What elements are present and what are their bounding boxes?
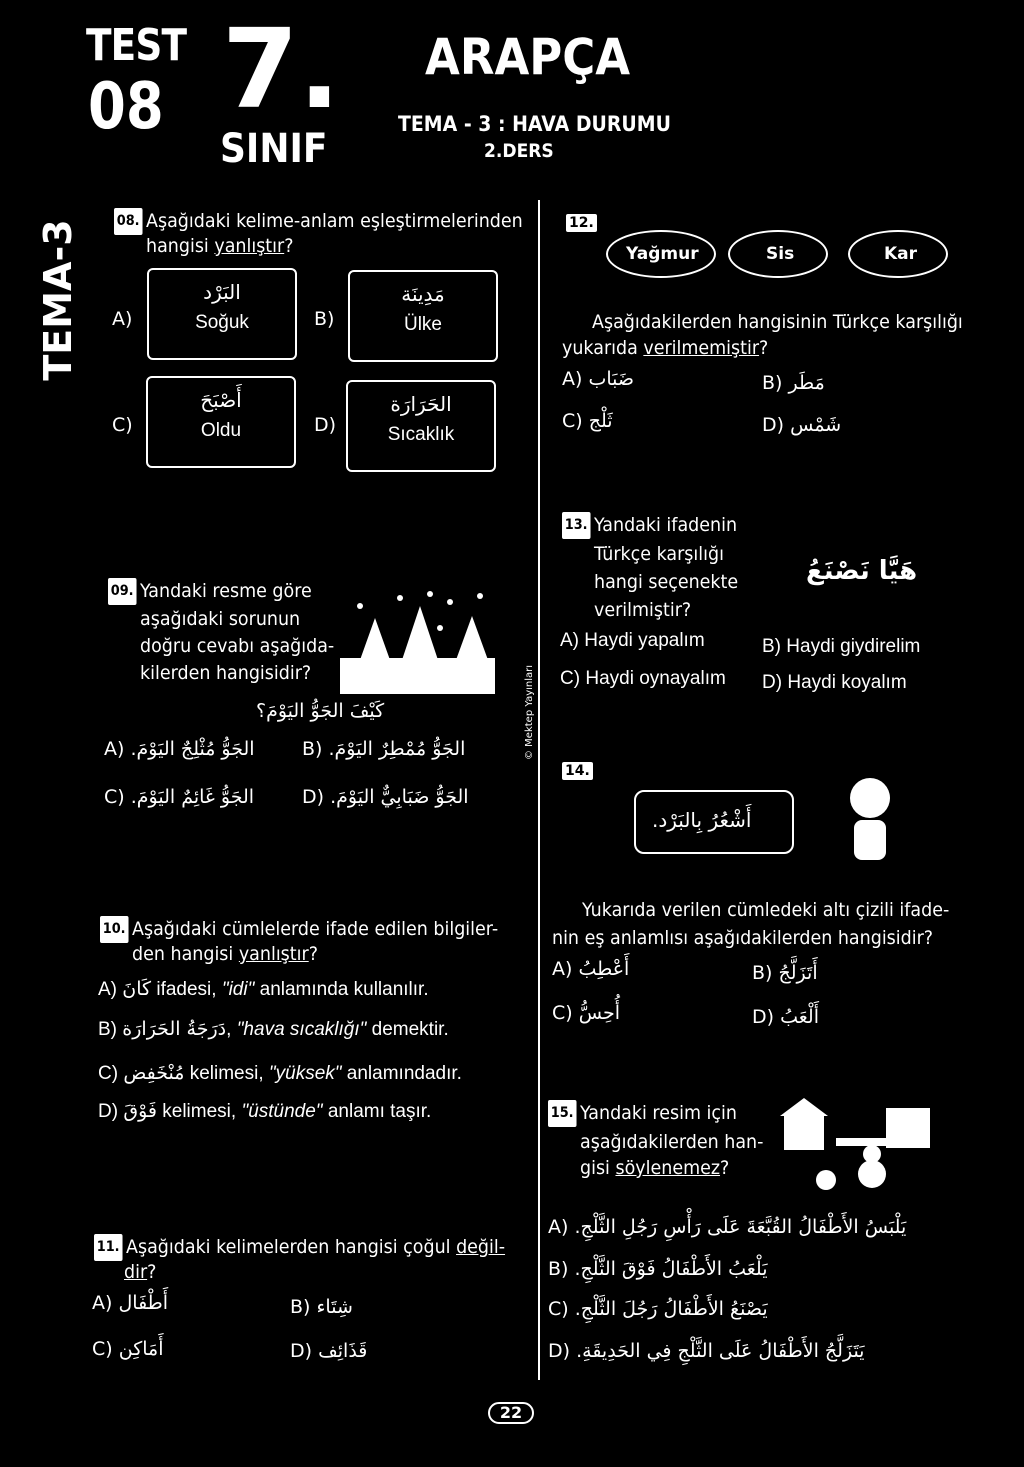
q13-number: 13.	[562, 512, 590, 539]
q14-number: 14.	[562, 762, 593, 780]
q08-option-b-card[interactable]	[348, 270, 498, 362]
test-label: TEST	[86, 20, 187, 71]
side-theme-label: TEMA-3	[36, 219, 80, 381]
snow-scene-icon	[340, 588, 495, 694]
q12-bubble-yagmur-text: Yağmur	[626, 244, 699, 264]
q09-snow-scene-image	[340, 588, 495, 694]
q11-option-a[interactable]: A) أَطْفَال	[92, 1292, 169, 1314]
q12-number-wrap	[566, 214, 601, 233]
lesson-label: 2.DERS	[484, 140, 554, 162]
q15-option-b[interactable]: B) يَلْعَبُ الأَطْفَالُ فَوْقَ الثَّلْجِ.	[548, 1258, 768, 1280]
q12-option-b[interactable]: B) مَطَر	[762, 372, 825, 394]
q08-number: 08.	[114, 208, 142, 235]
q08-option-d-arabic: الحَرَارَة	[390, 392, 452, 416]
q14-person-image	[840, 772, 900, 868]
q09-prompt-line4: kilerden hangisidir?	[140, 662, 312, 684]
q14-option-d[interactable]: D) أَلْعَبُ	[752, 1006, 819, 1028]
q14-number-wrap	[562, 762, 597, 781]
q09-option-c[interactable]: C) الجَوُّ غَائِمٌ اليَوْمَ.	[104, 786, 255, 808]
q15-number: 15.	[548, 1100, 576, 1127]
q09-question-arabic: كَيْفَ الجَوُّ اليَوْمَ؟	[256, 700, 385, 722]
q13-option-a[interactable]: A) Haydi yapalım	[560, 630, 705, 651]
q11-option-b[interactable]: B) شِتَاء	[290, 1296, 353, 1318]
q15-prompt-line2: aşağıdakilerden han-	[580, 1131, 764, 1153]
q10-option-c[interactable]: C) مُنْخَفِض kelimesi, "yüksek" anlamındadır.	[98, 1062, 462, 1084]
snowman-scene-icon	[776, 1094, 936, 1198]
subject-title: ARAPÇA	[425, 28, 631, 86]
q12-bubble-kar-text: Kar	[884, 244, 918, 264]
q12-option-a[interactable]: A) ضَبَاب	[562, 368, 635, 390]
q08-option-b-turkish: Ülke	[403, 314, 442, 335]
q13-prompt-line3: hangi seçenekte	[594, 571, 739, 593]
q12-number: 12.	[566, 214, 597, 232]
q10-option-d[interactable]: D) فَوْقَ kelimesi, "üstünde" anlamı taşır.	[98, 1100, 432, 1122]
theme-line: TEMA - 3 : HAVA DURUMU	[398, 112, 671, 136]
q12-option-c[interactable]: C) ثَلْج	[562, 410, 613, 432]
grade-label: SINIF	[220, 126, 328, 172]
q13-prompt-line2: Türkçe karşılığı	[594, 543, 724, 565]
q13-prompt: 13. Yandaki ifadenin	[562, 512, 737, 539]
q12-option-d[interactable]: D) شَمْس	[762, 414, 842, 436]
q08-option-d-card[interactable]	[346, 380, 496, 472]
q11-number: 11.	[94, 1234, 122, 1261]
q10-option-b[interactable]: B) دَرَجَةُ الحَرَارَة, "hava sıcaklığı" demektir.	[98, 1018, 449, 1040]
q08-option-c-arabic: أَصْبَحَ	[200, 388, 242, 412]
q10-prompt: 10. Aşağıdaki cümlelerde ifade edilen bilgiler-	[100, 916, 498, 943]
q14-prompt-line2: nin eş anlamlısı aşağıdakilerden hangisidir?	[552, 927, 934, 949]
q15-option-c[interactable]: C) يَصْنَعُ الأَطْفَالُ رَجُلَ الثَّلْجِ.	[548, 1298, 768, 1320]
q14-option-a[interactable]: A) أَعْطِبُ	[552, 958, 630, 980]
q12-prompt: Aşağıdakilerden hangisinin Türkçe karşılığı	[592, 311, 963, 333]
q15-prompt: 15. Yandaki resim için	[548, 1100, 737, 1127]
q08-option-a-arabic: البَرْد	[203, 280, 241, 304]
q10-option-a[interactable]: A) كَانَ ifadesi, "idi" anlamında kullanılır.	[98, 978, 429, 1000]
q12-prompt-line2: yukarıda verilmemiştir?	[562, 337, 769, 359]
q13-option-d[interactable]: D) Haydi koyalım	[762, 672, 907, 693]
q11-option-c[interactable]: C) أَمَاكِن	[92, 1338, 164, 1360]
person-icon	[840, 772, 900, 868]
q11-prompt: 11. Aşağıdaki kelimelerden hangisi çoğul değil-	[94, 1234, 505, 1261]
q15-prompt-line3: gisi söylenemez?	[580, 1157, 730, 1179]
q14-prompt: Yukarıda verilen cümledeki altı çizili ifade-	[582, 899, 950, 921]
grade-number: 7.	[222, 5, 341, 133]
q08-option-d-turkish: Sıcaklık	[387, 424, 455, 445]
q08-prompt: 08. Aşağıdaki kelime-anlam eşleştirmelerinden	[114, 208, 523, 235]
q15-snowman-scene-image	[776, 1094, 936, 1198]
q08-option-a-turkish: Soğuk	[195, 312, 249, 333]
q09-number: 09.	[108, 578, 136, 605]
q09-prompt-line3: doğru cevabı aşağıda-	[140, 635, 335, 657]
q08-option-a-card[interactable]	[147, 268, 297, 360]
q11-option-d[interactable]: D) قَذَائِف	[290, 1340, 368, 1362]
q09-option-b[interactable]: B) الجَوُّ مُمْطِرٌ اليَوْمَ.	[302, 738, 466, 760]
q08-option-c-label[interactable]: C)	[112, 414, 133, 436]
q08-option-c-turkish: Oldu	[200, 420, 242, 441]
q09-option-d[interactable]: D) الجَوُّ ضَبَابِيٌّ اليَوْمَ.	[302, 786, 469, 808]
q08-option-c-card[interactable]	[146, 376, 296, 468]
q15-option-a[interactable]: A) يَلْبَسُ الأَطْفَالُ القُبَّعَةَ عَلَى رَأْسِ رَجُلِ الثَّلْجِ.	[548, 1216, 907, 1238]
q08-option-a-label[interactable]: A)	[112, 308, 133, 330]
q09-prompt-line2: aşağıdaki sorunun	[140, 608, 301, 630]
q13-option-c[interactable]: C) Haydi oynayalım	[560, 668, 726, 689]
q13-prompt-line4: verilmiştir?	[594, 599, 692, 621]
q09-option-a[interactable]: A) الجَوُّ مُثْلِجٌ اليَوْمَ.	[104, 738, 255, 760]
q09-prompt: 09. Yandaki resme göre	[108, 578, 312, 605]
q13-phrase-arabic: هَيَّا نَصْنَعُ	[806, 556, 918, 586]
q08-option-b-arabic: مَدِينَة	[401, 282, 445, 306]
q14-option-c[interactable]: C) أُحِسُّ	[552, 1002, 620, 1024]
q15-option-d[interactable]: D) يَتَزَلَّجُ الأَطْفَالُ عَلَى الثَّلْجِ فِي الحَدِيقَةِ.	[548, 1340, 865, 1362]
q10-prompt-line2: den hangisi yanlıştır?	[132, 943, 318, 965]
q10-number: 10.	[100, 916, 128, 943]
q11-prompt-line2: dir?	[124, 1261, 157, 1283]
q14-option-b[interactable]: B) أَتَزَلَّجُ	[752, 962, 818, 984]
publisher-watermark: © Mektep Yayınları	[524, 664, 535, 760]
q14-speech-arabic: أَشْعُرُ بِالبَرْد.	[652, 808, 752, 832]
q13-option-b[interactable]: B) Haydi giydirelim	[762, 636, 921, 657]
q12-bubble-sis-text: Sis	[766, 244, 795, 264]
q08-option-b-label[interactable]: B)	[314, 308, 335, 330]
q08-option-d-label[interactable]: D)	[314, 414, 337, 436]
column-divider	[538, 200, 540, 1380]
q08-prompt-line2: hangisi yanlıştır?	[146, 235, 294, 257]
page-number: 22	[488, 1402, 534, 1424]
test-number: 08	[88, 70, 164, 144]
